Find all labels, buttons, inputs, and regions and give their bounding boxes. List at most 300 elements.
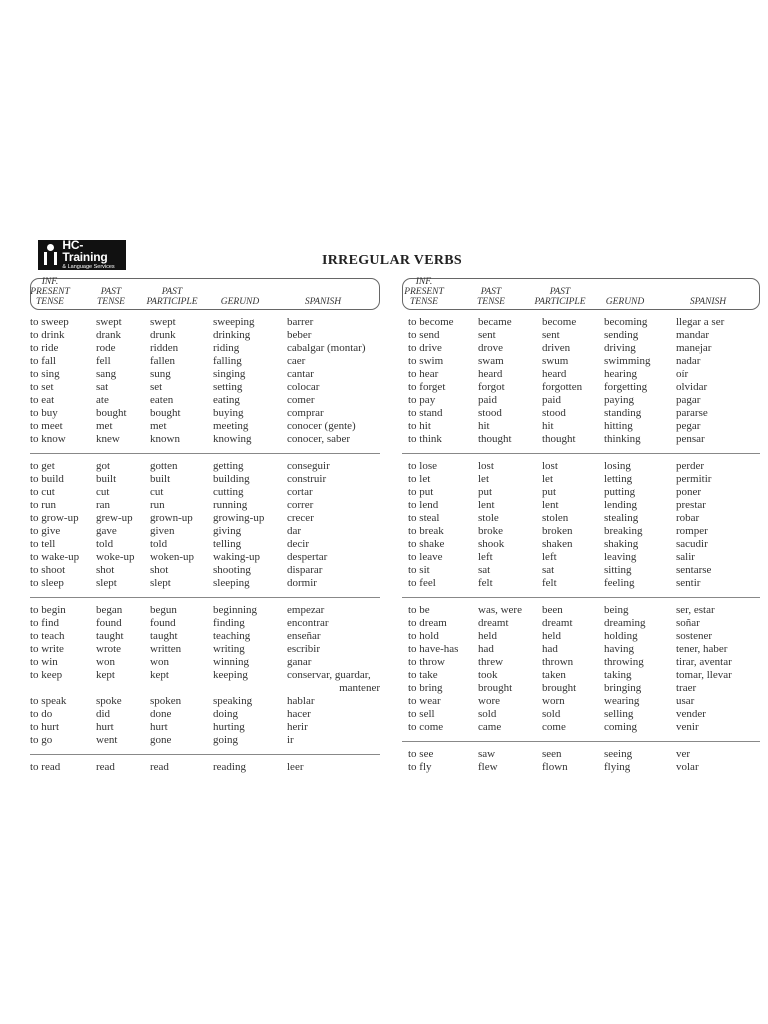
- cell-infinitive: to sing: [30, 368, 60, 380]
- cell-past-tense: stole: [478, 512, 499, 524]
- cell-past-tense: kept: [96, 669, 115, 681]
- cell-past-tense: found: [96, 617, 122, 629]
- cell-spanish: pararse: [676, 407, 708, 419]
- cell-gerund: drinking: [213, 329, 251, 341]
- cell-past-participle: grown-up: [150, 512, 193, 524]
- cell-gerund: throwing: [604, 656, 644, 668]
- header-spanish: SPANISH: [689, 297, 727, 307]
- verb-row: [30, 682, 380, 695]
- cell-gerund: paying: [604, 394, 634, 406]
- cell-spanish: cabalgar (montar): [287, 342, 366, 354]
- cell-past-participle: paid: [542, 394, 561, 406]
- verb-row: [402, 329, 760, 342]
- cell-past-participle: gone: [150, 734, 172, 746]
- cell-past-participle: begun: [150, 604, 177, 616]
- cell-spanish: ver: [676, 748, 691, 760]
- cell-infinitive: to take: [408, 669, 438, 681]
- cell-gerund: selling: [604, 708, 634, 720]
- verb-row: [402, 512, 760, 525]
- cell-past-tense: ran: [96, 499, 111, 511]
- cell-infinitive: to write: [30, 643, 64, 655]
- cell-infinitive: to know: [30, 433, 66, 445]
- cell-spanish: nadar: [676, 355, 701, 367]
- cell-infinitive: to have-has: [408, 643, 459, 655]
- cell-spanish: conocer, saber: [287, 433, 351, 445]
- cell-gerund: having: [604, 643, 634, 655]
- cell-past-participle: cut: [150, 486, 164, 498]
- cell-past-tense: sang: [96, 368, 117, 380]
- cell-spanish: tirar, aventar: [676, 656, 732, 668]
- cell-spanish: vender: [676, 708, 706, 720]
- verb-row: [30, 512, 380, 525]
- cell-past-participle: taken: [542, 669, 566, 681]
- cell-gerund: being: [604, 604, 629, 616]
- cell-past-participle: ridden: [150, 342, 179, 354]
- cell-infinitive: to break: [408, 525, 444, 537]
- cell-past-tense: put: [478, 486, 493, 498]
- cell-spanish: sostener: [676, 630, 713, 642]
- verb-row: [30, 342, 380, 355]
- cell-infinitive: to hear: [408, 368, 439, 380]
- cell-gerund: eating: [213, 394, 240, 406]
- cell-past-participle: worn: [542, 695, 565, 707]
- cell-gerund: speaking: [213, 695, 253, 707]
- cell-past-participle: shaken: [542, 538, 573, 550]
- cell-gerund: singing: [213, 368, 246, 380]
- cell-gerund: riding: [213, 342, 240, 354]
- verb-row: [30, 734, 380, 747]
- verb-row: [30, 368, 380, 381]
- cell-spanish: comprar: [287, 407, 324, 419]
- verb-row: [402, 316, 760, 329]
- cell-spanish: conservar, guardar,: [287, 669, 371, 681]
- cell-past-participle: known: [150, 433, 180, 445]
- cell-infinitive: to bring: [408, 682, 443, 694]
- cell-past-participle: been: [542, 604, 563, 616]
- verb-row: [30, 420, 380, 433]
- cell-past-tense: stood: [478, 407, 502, 419]
- cell-past-tense: wrote: [96, 643, 122, 655]
- cell-gerund: falling: [213, 355, 242, 367]
- cell-infinitive: to hurt: [30, 721, 60, 733]
- cell-past-participle: hit: [542, 420, 554, 432]
- header-past-participle: PAST PARTICIPLE: [146, 287, 198, 307]
- cell-infinitive: to think: [408, 433, 442, 445]
- cell-spanish: caer: [287, 355, 306, 367]
- cell-gerund: bringing: [604, 682, 642, 694]
- cell-infinitive: to teach: [30, 630, 65, 642]
- cell-past-tense: told: [96, 538, 114, 550]
- cell-past-participle: sat: [542, 564, 555, 576]
- cell-infinitive: to sell: [408, 708, 435, 720]
- cell-gerund: going: [213, 734, 239, 746]
- verb-row: [30, 499, 380, 512]
- cell-past-tense: got: [96, 460, 111, 472]
- cell-gerund: telling: [213, 538, 242, 550]
- verb-row: [402, 460, 760, 473]
- cell-infinitive: to read: [30, 761, 61, 773]
- verb-row: [402, 669, 760, 682]
- verb-row: [30, 394, 380, 407]
- cell-gerund: running: [213, 499, 248, 511]
- cell-infinitive: to become: [408, 316, 454, 328]
- cell-infinitive: to wake-up: [30, 551, 80, 563]
- verb-row: [30, 316, 380, 329]
- verb-row: [30, 577, 380, 590]
- cell-past-participle: put: [542, 486, 557, 498]
- verb-row: [30, 669, 380, 682]
- cell-past-tense: held: [478, 630, 497, 642]
- verb-row: [30, 604, 380, 617]
- cell-infinitive: to feel: [408, 577, 436, 589]
- cell-spanish: barrer: [287, 316, 314, 328]
- group-divider: [30, 754, 380, 755]
- cell-gerund: feeling: [604, 577, 635, 589]
- cell-past-tense: lost: [478, 460, 494, 472]
- header-gerund: GERUND: [220, 297, 260, 307]
- cell-infinitive: to fly: [408, 761, 432, 773]
- cell-past-tense: knew: [96, 433, 120, 445]
- cell-spanish: sentarse: [676, 564, 712, 576]
- cell-spanish: colocar: [287, 381, 320, 393]
- cell-gerund: hearing: [604, 368, 637, 380]
- cell-past-participle: lost: [542, 460, 558, 472]
- cell-past-participle: done: [150, 708, 172, 720]
- cell-infinitive: to stand: [408, 407, 443, 419]
- verb-row: [30, 329, 380, 342]
- cell-past-tense: gave: [96, 525, 117, 537]
- cell-spanish: comer: [287, 394, 315, 406]
- cell-spanish: prestar: [676, 499, 706, 511]
- verb-row: [30, 460, 380, 473]
- cell-past-tense: became: [478, 316, 512, 328]
- cell-past-tense: met: [96, 420, 113, 432]
- cell-gerund: swimming: [604, 355, 651, 367]
- cell-infinitive: to lend: [408, 499, 439, 511]
- verb-row: [30, 433, 380, 446]
- cell-past-tense: did: [96, 708, 111, 720]
- group-divider: [402, 597, 760, 598]
- cell-spanish: volar: [676, 761, 699, 773]
- cell-gerund: leaving: [604, 551, 637, 563]
- verb-row: [402, 708, 760, 721]
- cell-spanish: escribir: [287, 643, 320, 655]
- cell-past-tense: sent: [478, 329, 496, 341]
- header-past-tense: PAST TENSE: [477, 287, 505, 307]
- cell-gerund: losing: [604, 460, 631, 472]
- header-gerund: GERUND: [605, 297, 645, 307]
- cell-past-tense: shook: [478, 538, 505, 550]
- cell-past-tense: hit: [478, 420, 490, 432]
- verb-row: [30, 538, 380, 551]
- group-divider: [402, 741, 760, 742]
- cell-spanish: decir: [287, 538, 309, 550]
- cell-past-participle: driven: [542, 342, 571, 354]
- cell-past-tense: grew-up: [96, 512, 133, 524]
- cell-past-tense: swam: [478, 355, 504, 367]
- cell-infinitive: to come: [408, 721, 444, 733]
- verb-row: [402, 577, 760, 590]
- cell-past-participle: bought: [150, 407, 181, 419]
- cell-gerund: seeing: [604, 748, 633, 760]
- cell-spanish: salir: [676, 551, 695, 563]
- cell-spanish: mandar: [676, 329, 709, 341]
- cell-gerund: winning: [213, 656, 250, 668]
- cell-infinitive: to shake: [408, 538, 445, 550]
- cell-gerund: setting: [213, 381, 243, 393]
- verb-table-left: [30, 278, 380, 774]
- cell-past-participle: let: [542, 473, 553, 485]
- cell-spanish: cortar: [287, 486, 313, 498]
- cell-past-participle: shot: [150, 564, 169, 576]
- cell-spanish: pensar: [676, 433, 705, 445]
- cell-infinitive: to get: [30, 460, 55, 472]
- cell-spanish: traer: [676, 682, 697, 694]
- cell-past-participle: woken-up: [150, 551, 194, 563]
- cell-past-participle: swept: [150, 316, 176, 328]
- cell-gerund: holding: [604, 630, 638, 642]
- cell-infinitive: to build: [30, 473, 64, 485]
- cell-past-participle: seen: [542, 748, 562, 760]
- cell-infinitive: to run: [30, 499, 56, 511]
- cell-spanish: dormir: [287, 577, 317, 589]
- cell-infinitive: to forget: [408, 381, 446, 393]
- cell-past-participle: spoken: [150, 695, 182, 707]
- cell-gerund: letting: [604, 473, 633, 485]
- cell-infinitive: to put: [408, 486, 434, 498]
- verb-row: [402, 643, 760, 656]
- header-past-tense: PAST TENSE: [97, 287, 125, 307]
- cell-spanish: hablar: [287, 695, 315, 707]
- cell-gerund: breaking: [604, 525, 643, 537]
- cell-infinitive: to see: [408, 748, 434, 760]
- cell-infinitive: to swim: [408, 355, 444, 367]
- cell-spanish: conseguir: [287, 460, 330, 472]
- cell-infinitive: to speak: [30, 695, 67, 707]
- cell-gerund: sleeping: [213, 577, 250, 589]
- verb-row: [30, 643, 380, 656]
- cell-past-participle: sold: [542, 708, 561, 720]
- cell-infinitive: to steal: [408, 512, 440, 524]
- cell-past-tense: woke-up: [96, 551, 135, 563]
- cell-past-participle: gotten: [150, 460, 178, 472]
- verb-row: [402, 342, 760, 355]
- cell-spanish: disparar: [287, 564, 323, 576]
- cell-gerund: writing: [213, 643, 245, 655]
- cell-past-participle: held: [542, 630, 561, 642]
- verb-row: [402, 368, 760, 381]
- group-divider: [30, 597, 380, 598]
- cell-spanish: tener, haber: [676, 643, 728, 655]
- verb-row: [30, 473, 380, 486]
- logo-subtitle: & Language Services: [62, 264, 115, 271]
- verb-row: [402, 420, 760, 433]
- cell-past-participle: fallen: [150, 355, 176, 367]
- cell-spanish: permitir: [676, 473, 712, 485]
- cell-past-participle: run: [150, 499, 165, 511]
- cell-infinitive: to buy: [30, 407, 58, 419]
- cell-past-participle: given: [150, 525, 175, 537]
- verb-row: [30, 381, 380, 394]
- cell-gerund: meeting: [213, 420, 249, 432]
- cell-past-participle: felt: [542, 577, 557, 589]
- verb-rows-left: [30, 310, 380, 774]
- cell-spanish: construir: [287, 473, 327, 485]
- verb-row: [402, 682, 760, 695]
- verb-row: [30, 617, 380, 630]
- verb-row: [402, 486, 760, 499]
- cell-past-tense: let: [478, 473, 489, 485]
- cell-past-participle: broken: [542, 525, 573, 537]
- cell-past-tense: bought: [96, 407, 127, 419]
- header-infinitive: INF. PRESENT TENSE: [30, 277, 70, 307]
- cell-infinitive: to grow-up: [30, 512, 79, 524]
- cell-spanish: encontrar: [287, 617, 329, 629]
- verb-row: [30, 551, 380, 564]
- verb-row: [402, 394, 760, 407]
- cell-past-tense: went: [96, 734, 118, 746]
- cell-past-tense: broke: [478, 525, 504, 537]
- cell-past-participle: had: [542, 643, 558, 655]
- cell-gerund: building: [213, 473, 250, 485]
- cell-past-tense: had: [478, 643, 494, 655]
- cell-infinitive: to eat: [30, 394, 55, 406]
- cell-past-tense: taught: [96, 630, 124, 642]
- cell-infinitive: to go: [30, 734, 53, 746]
- cell-infinitive: to hold: [408, 630, 439, 642]
- cell-infinitive: to do: [30, 708, 53, 720]
- cell-spanish: pegar: [676, 420, 701, 432]
- cell-infinitive: to shoot: [30, 564, 66, 576]
- cell-gerund: getting: [213, 460, 244, 472]
- verb-row: [402, 355, 760, 368]
- group-divider: [30, 453, 380, 454]
- cell-gerund: putting: [604, 486, 636, 498]
- cell-infinitive: to sleep: [30, 577, 64, 589]
- cell-gerund: becoming: [604, 316, 648, 328]
- cell-past-tense: rode: [96, 342, 116, 354]
- cell-past-participle: built: [150, 473, 171, 485]
- verb-row: [30, 761, 380, 774]
- cell-infinitive: to keep: [30, 669, 63, 681]
- verb-row: [402, 525, 760, 538]
- cell-spanish: venir: [676, 721, 699, 733]
- cell-past-participle: won: [150, 656, 169, 668]
- cell-past-participle: set: [150, 381, 163, 393]
- cell-spanish: ganar: [287, 656, 312, 668]
- person-icon: [42, 243, 59, 267]
- cell-gerund: waking-up: [213, 551, 261, 563]
- cell-infinitive: to let: [408, 473, 431, 485]
- cell-past-tense: paid: [478, 394, 497, 406]
- cell-gerund: thinking: [604, 433, 641, 445]
- cell-spanish: dar: [287, 525, 302, 537]
- verb-row: [30, 708, 380, 721]
- cell-gerund: wearing: [604, 695, 640, 707]
- cell-past-participle: drunk: [150, 329, 176, 341]
- cell-gerund: growing-up: [213, 512, 265, 524]
- cell-infinitive: to cut: [30, 486, 55, 498]
- cell-gerund: buying: [213, 407, 244, 419]
- verb-row: [402, 604, 760, 617]
- cell-past-participle: eaten: [150, 394, 174, 406]
- header-past-participle: PAST PARTICIPLE: [534, 287, 586, 307]
- cell-past-participle: met: [150, 420, 167, 432]
- cell-past-participle: told: [150, 538, 168, 550]
- cell-spanish: ir: [287, 734, 294, 746]
- cell-past-tense: cut: [96, 486, 110, 498]
- cell-spanish: olvidar: [676, 381, 708, 393]
- cell-gerund: coming: [604, 721, 637, 733]
- cell-past-participle: heard: [542, 368, 567, 380]
- verb-rows-right: [402, 310, 760, 774]
- column-header-right: [402, 278, 760, 310]
- cell-gerund: finding: [213, 617, 245, 629]
- cell-gerund: shooting: [213, 564, 251, 576]
- cell-spanish: crecer: [287, 512, 314, 524]
- cell-past-participle: written: [150, 643, 182, 655]
- cell-past-participle: sung: [150, 368, 171, 380]
- cell-past-participle: thrown: [542, 656, 574, 668]
- cell-spanish: perder: [676, 460, 705, 472]
- verb-row: [402, 551, 760, 564]
- cell-past-tense: was, were: [478, 604, 522, 616]
- logo-name: HC-Training: [62, 238, 108, 265]
- cell-past-participle: dreamt: [542, 617, 573, 629]
- cell-spanish: correr: [287, 499, 314, 511]
- cell-spanish: conocer (gente): [287, 420, 356, 432]
- cell-past-participle: taught: [150, 630, 178, 642]
- cell-past-tense: wore: [478, 695, 500, 707]
- cell-past-participle: flown: [542, 761, 568, 773]
- cell-infinitive: to win: [30, 656, 58, 668]
- verb-row: [402, 656, 760, 669]
- cell-infinitive: to tell: [30, 538, 56, 550]
- cell-gerund: giving: [213, 525, 242, 537]
- cell-past-participle: come: [542, 721, 566, 733]
- cell-infinitive: to begin: [30, 604, 66, 616]
- cell-past-tense: began: [96, 604, 123, 616]
- cell-spanish: ser, estar: [676, 604, 715, 616]
- verb-row: [402, 381, 760, 394]
- cell-infinitive: to hit: [408, 420, 431, 432]
- cell-infinitive: to drive: [408, 342, 442, 354]
- verb-row: [402, 721, 760, 734]
- cell-infinitive: to set: [30, 381, 54, 393]
- cell-past-tense: lent: [478, 499, 495, 511]
- cell-spanish: tomar, llevar: [676, 669, 732, 681]
- cell-past-tense: slept: [96, 577, 117, 589]
- page-title: IRREGULAR VERBS: [322, 253, 462, 268]
- cell-past-tense: took: [478, 669, 498, 681]
- cell-gerund: sweeping: [213, 316, 255, 328]
- verb-row: [402, 748, 760, 761]
- verb-row: [30, 695, 380, 708]
- cell-past-participle: hurt: [150, 721, 168, 733]
- cell-past-participle: found: [150, 617, 176, 629]
- cell-past-tense: thought: [478, 433, 512, 445]
- cell-gerund: doing: [213, 708, 239, 720]
- cell-gerund: stealing: [604, 512, 639, 524]
- cell-spanish: soñar: [676, 617, 700, 629]
- header-spanish: SPANISH: [304, 297, 342, 307]
- cell-gerund: sitting: [604, 564, 632, 576]
- cell-past-tense: fell: [96, 355, 111, 367]
- cell-past-tense: swept: [96, 316, 122, 328]
- cell-past-participle: lent: [542, 499, 559, 511]
- verb-row: [402, 630, 760, 643]
- verb-row: [30, 721, 380, 734]
